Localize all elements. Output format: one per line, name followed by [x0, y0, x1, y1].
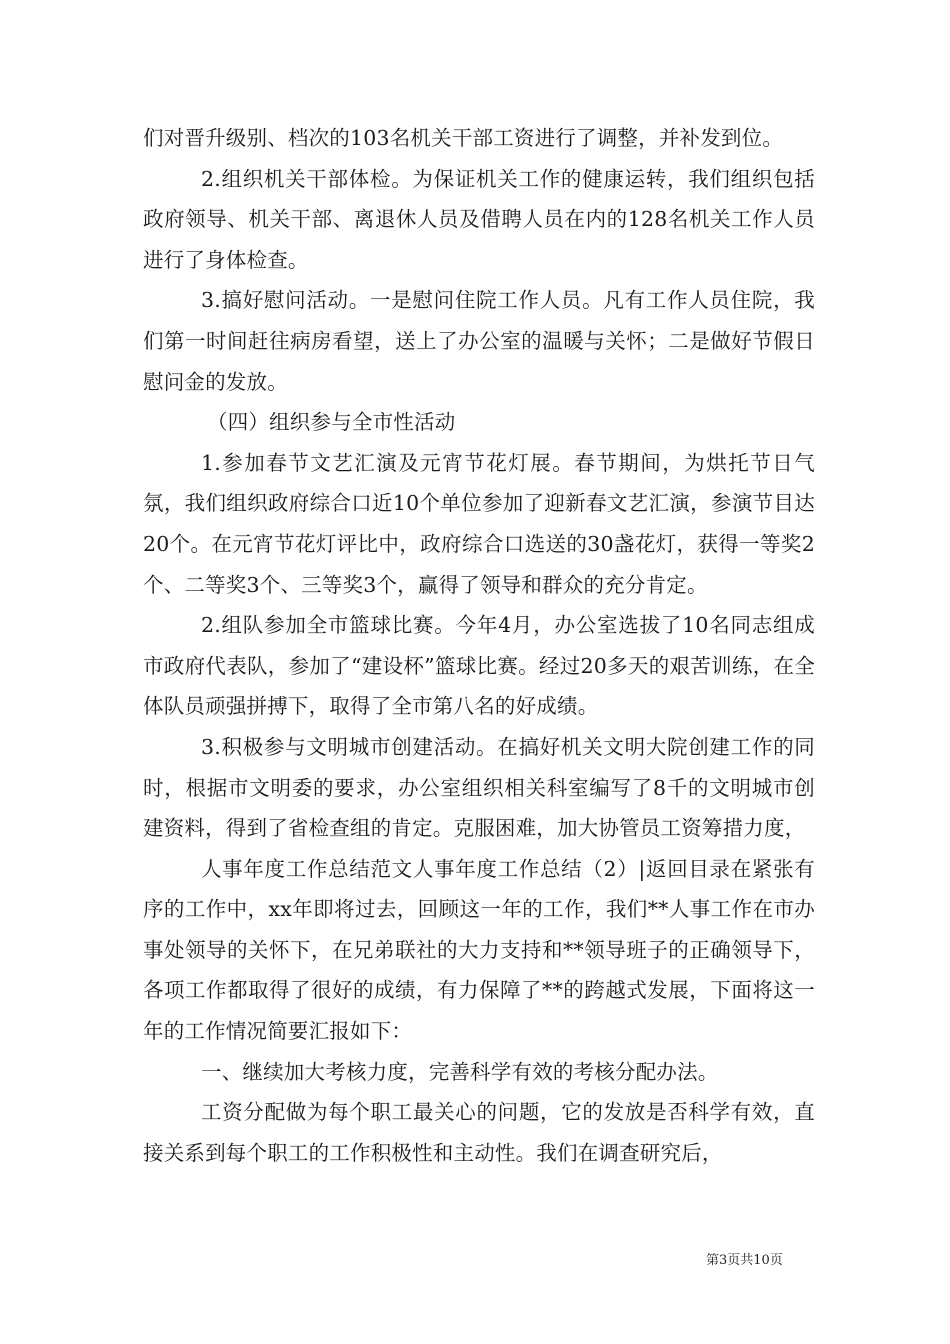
paragraph-salary-adjustment: 们对晋升级别、档次的103名机关干部工资进行了调整，并补发到位。 [143, 126, 784, 150]
paragraph-basketball: 2.组队参加全市篮球比赛。今年4月，办公室选拔了10名同志组成市政府代表队，参加了“建设杯”篮球比赛。经过20多天的艰苦训练，在全体队员顽强拼搏下，取得了全市第八名的好成绩。 [143, 613, 815, 719]
section-heading-citywide-activities: （四）组织参与全市性活动 [207, 410, 456, 435]
section-heading-assessment: 一、继续加大考核力度，完善科学有效的考核分配办法。 [201, 1059, 719, 1084]
body-text [143, 118, 815, 1173]
paragraph-civilized-city: 3.积极参与文明城市创建活动。在搞好机关文明大院创建工作的同时，根据市文明委的要求，办公室组织相关科室编写了8千的文明城市创建资料，得到了省检查组的肯定。克服困难，加大协管员工资筹措力度， [143, 734, 815, 841]
paragraph-spring-festival: 1.参加春节文艺汇演及元宵节花灯展。春节期间，为烘托节日气氛，我们组织政府综合口近10个单位参加了迎新春文艺汇演，参演节目达20个。在元宵节花灯评比中，政府综合口选送的30盏花灯，获得一等奖2个、二等奖3个、三等奖3个，赢得了领导和群众的充分肯定。 [143, 450, 815, 597]
page-number: 第3页共10页 [706, 1253, 783, 1268]
paragraph-hr-summary-intro: 人事年度工作总结范文人事年度工作总结（2）|返回目录在紧张有序的工作中，xx年即将过去，回顾这一年的工作，我们**人事工作在市办事处领导的关怀下，在兄弟联社的大力支持和**领导班子的正确领导下，各项工作都取得了很好的成绩，有力保障了**的跨越式发展，下面将这一年的工作情况简要汇报如下： [143, 856, 815, 1044]
paragraph-health-check: 2.组织机关干部体检。为保证机关工作的健康运转，我们组织包括政府领导、机关干部、离退休人员及借聘人员在内的128名机关工作人员进行了身体检查。 [143, 166, 815, 272]
paragraph-salary-distribution: 工资分配做为每个职工最关心的问题，它的发放是否科学有效，直接关系到每个职工的工作积极性和主动性。我们在调查研究后， [143, 1100, 815, 1165]
paragraph-condolence-visits: 3.搞好慰问活动。一是慰问住院工作人员。凡有工作人员住院，我们第一时间赶往病房看望，送上了办公室的温暖与关怀；二是做好节假日慰问金的发放。 [143, 288, 815, 394]
